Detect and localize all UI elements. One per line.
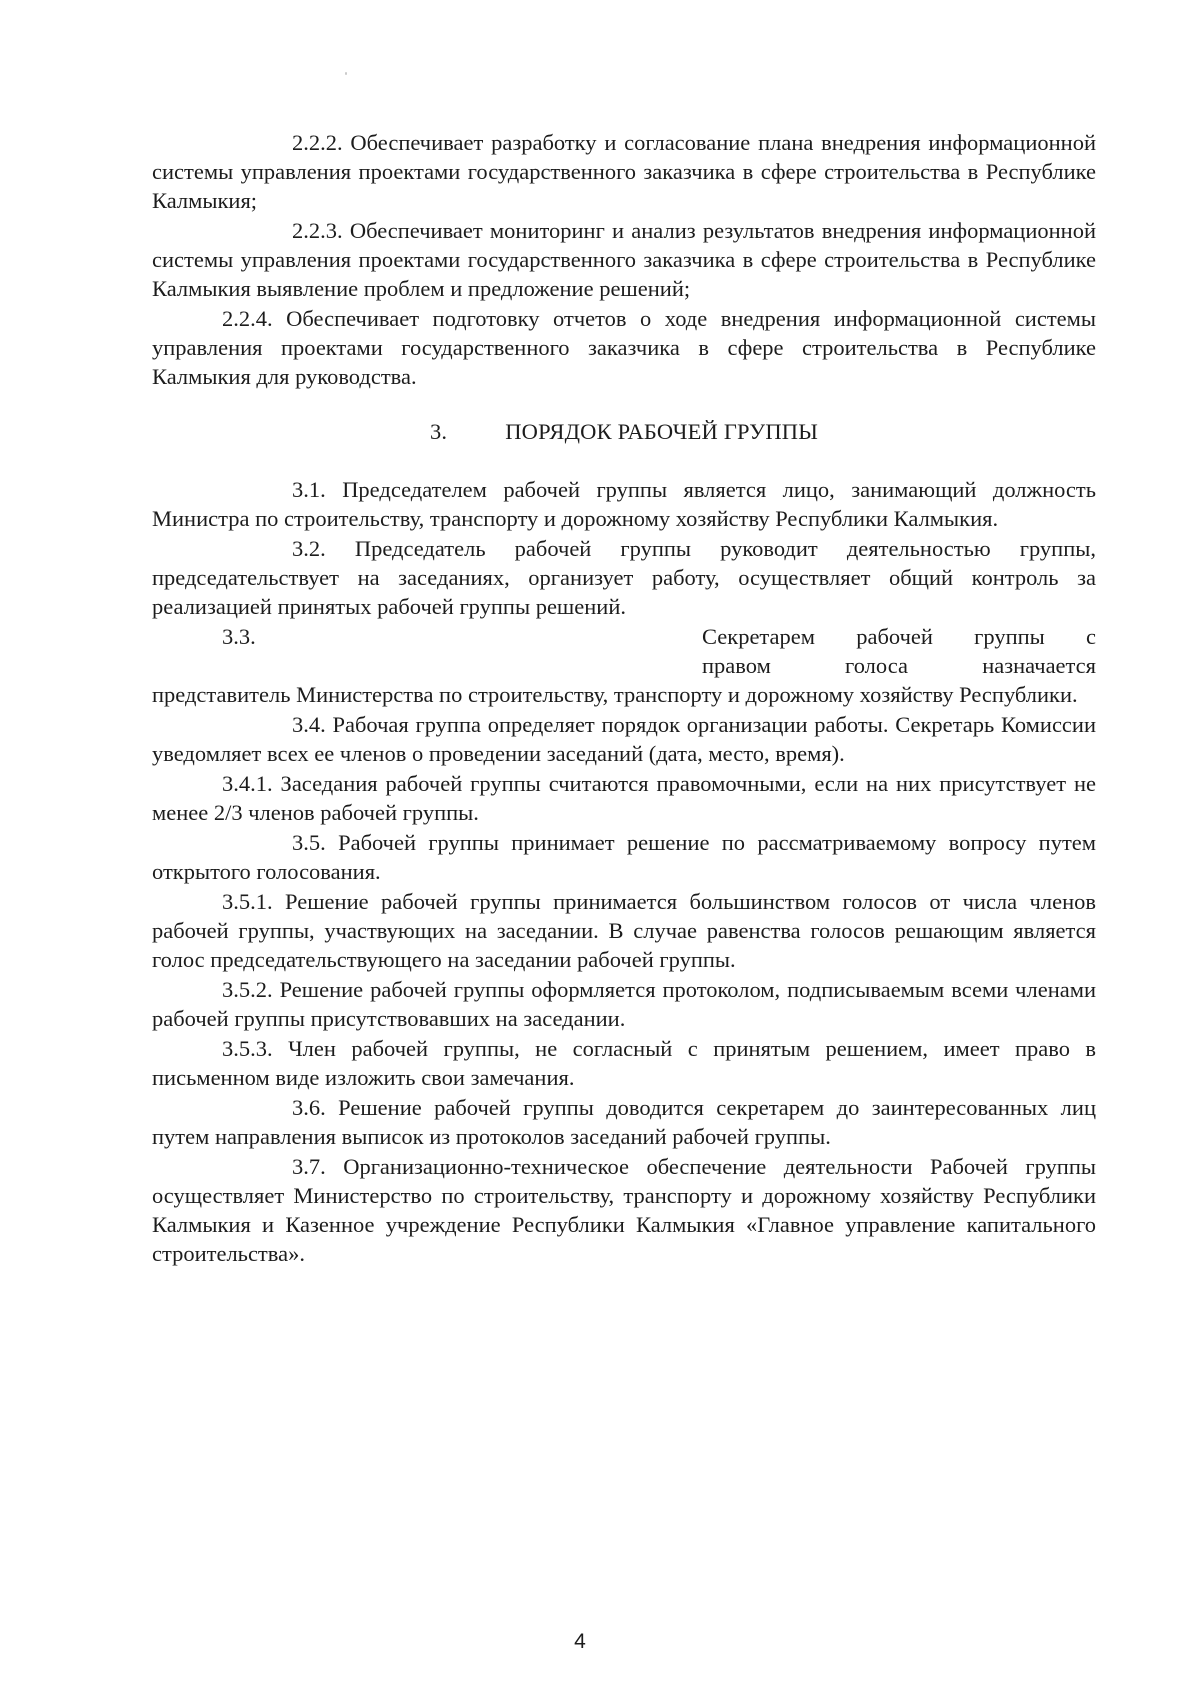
paragraph-text: представитель Министерства по строительству, транспорту и дорожному хозяйству Республики. [152,682,1078,707]
paragraph-3-2 [152,534,1096,621]
section-heading [152,417,1096,446]
paragraph-text: Организационно-техническое обеспечение деятельности Рабочей группы осуществляет Министерство по строительству, транспорту и дорожному хозяйству Республики Калмыкия и Казенное учреждение Республики Калмыкия «Главное управление капитального строительства». [152,1154,1097,1266]
paragraph-3-5-3 [152,1034,1096,1092]
paragraph-text: Член рабочей группы, не согласный с принятым решением, имеет право в письменном виде изложить свои замечания. [152,1036,1097,1090]
paragraph-number: 3.7. [292,1154,326,1179]
paragraph-text: Решение рабочей группы принимается большинством голосов от числа членов рабочей группы, участвующих на заседании. В случае равенства голосов решающим является голос председательствующего на заседании рабочей группы. [152,889,1096,972]
paragraph-text: Обеспечивает подготовку отчетов о ходе внедрения информационной системы управления проектами государственного заказчика в сфере строительства в Республике Калмыкия для руководства. [152,306,1097,389]
paragraph-text-line-2: правом голоса назначается [702,653,1096,678]
paragraph-3-5 [152,828,1096,886]
paragraph-text: Рабочая группа определяет порядок организации работы. Секретарь Комиссии уведомляет всех ее членов о проведении заседаний (дата, место, время). [152,712,1096,766]
paragraph-number: 3.4.1. [222,771,273,796]
paragraph-number: 3.2. [292,536,326,561]
paragraph-3-5-1 [152,887,1096,974]
paragraph-text: Обеспечивает мониторинг и анализ результатов внедрения информационной системы управления проектами государственного заказчика в сфере строительства в Республике Калмыкия выявление проблем и предложение решений; [152,218,1097,301]
paragraph-text: Решение рабочей группы оформляется протоколом, подписываемым всеми членами рабочей группы присутствовавших на заседании. [152,977,1097,1031]
paragraph-text: Председателем рабочей группы является лицо, занимающий должность Министра по строительству, транспорту и дорожному хозяйству Республики Калмыкия. [152,477,1097,531]
paragraph-text: Решение рабочей группы доводится секретарем до заинтересованных лиц путем направления выписок из протоколов заседаний рабочей группы. [152,1095,1096,1149]
paragraph-number: 3.5. [292,830,326,855]
paragraph-text-line-1: Секретарем рабочей группы с [702,624,1096,649]
paragraph-2-2-4 [152,304,1096,391]
paragraph-number: 3.4. [292,712,326,737]
paragraph-number: 2.2.3. [292,218,343,243]
paragraph-text: Председатель рабочей группы руководит деятельностью группы, председательствует на заседаниях, организует работу, осуществляет общий контроль за реализацией принятых рабочей группы решений. [152,536,1096,619]
section-title: ПОРЯДОК РАБОЧЕЙ ГРУППЫ [505,419,819,444]
paragraph-text: Заседания рабочей группы считаются правомочными, если на них присутствует не менее 2/3 членов рабочей группы. [152,771,1097,825]
paragraph-2-2-3 [152,216,1096,303]
paragraph-3-6 [152,1093,1096,1151]
paragraph-number: 3.5.1. [222,889,273,914]
paragraph-number: 3.6. [292,1095,326,1120]
paragraph-3-1 [152,475,1096,533]
paragraph-3-7 [152,1152,1096,1268]
section-paragraphs [152,475,1096,1269]
scan-speck [345,72,347,75]
paragraph-3-3 [152,622,1096,709]
paragraph-number: 2.2.2. [292,130,343,155]
paragraph-3-5-2 [152,975,1096,1033]
top-paragraphs [152,128,1096,392]
paragraph-text: Обеспечивает разработку и согласование плана внедрения информационной системы управления проектами государственного заказчика в сфере строительства в Республике Калмыкия; [152,130,1096,213]
paragraph-number: 3.5.3. [222,1036,273,1061]
paragraph-3-4 [152,710,1096,768]
paragraph-2-2-2 [152,128,1096,215]
paragraph-3-4-1 [152,769,1096,827]
paragraph-number: 3.3. [222,624,256,649]
paragraph-number: 3.1. [292,477,326,502]
section-number: 3. [429,419,448,444]
paragraph-text: Рабочей группы принимает решение по рассматриваемому вопросу путем открытого голосования. [152,830,1097,884]
paragraph-number: 2.2.4. [222,306,273,331]
page-number: 4 [574,1630,586,1653]
paragraph-number: 3.5.2. [222,977,273,1002]
